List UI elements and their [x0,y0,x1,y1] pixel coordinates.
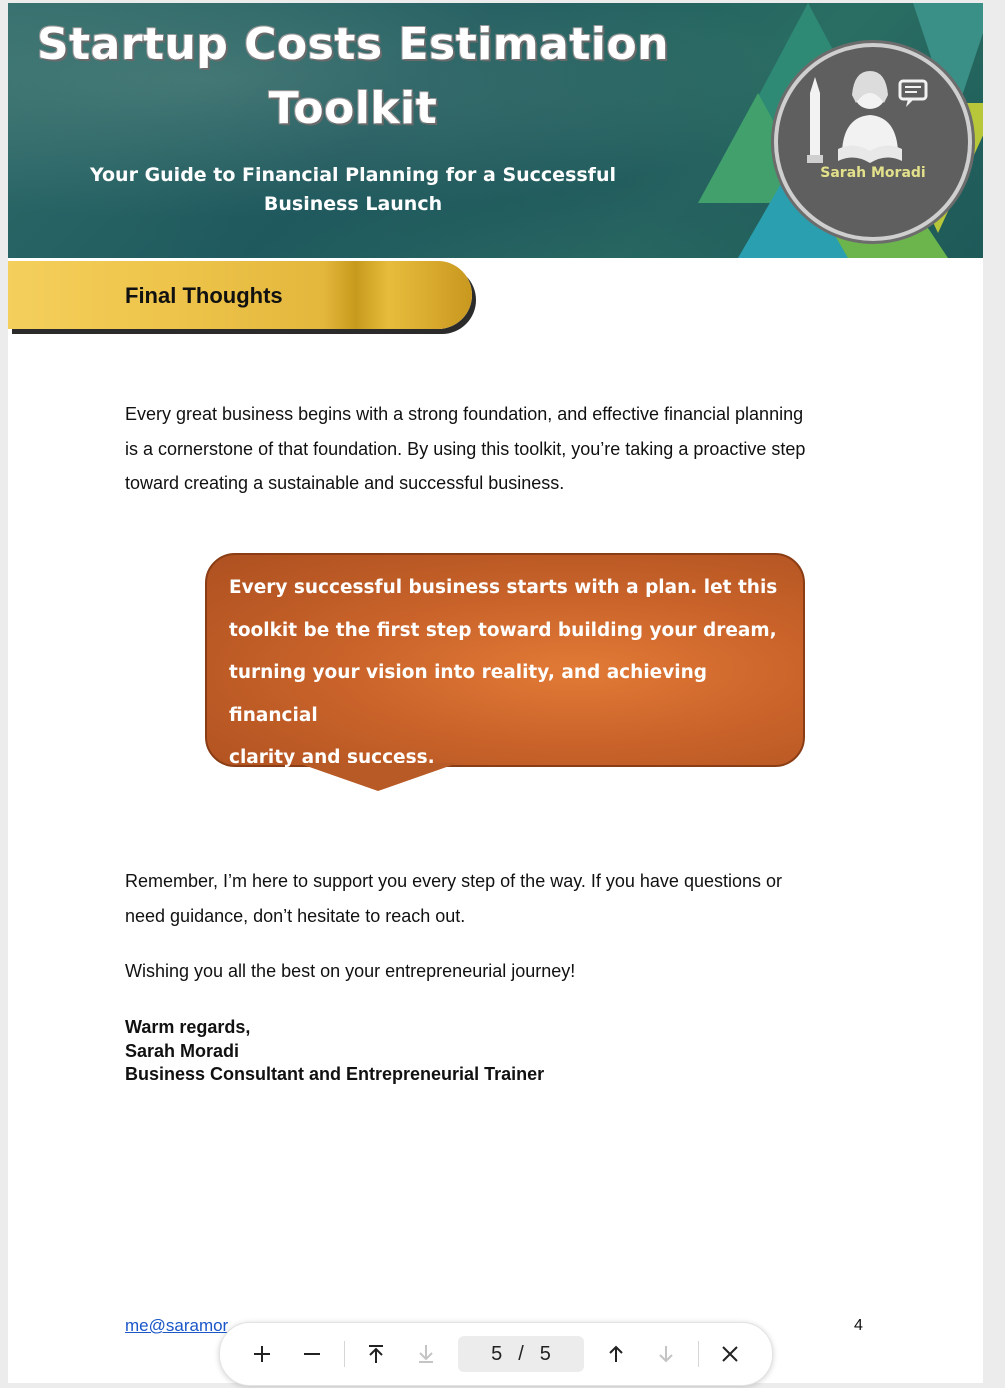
logo-name: Sarah Moradi [820,165,926,181]
zoom-in-button[interactable] [248,1340,276,1368]
close-icon [720,1344,740,1364]
text-line: Remember, I’m here to support you every step of the way. If you have questions or [125,871,782,891]
text-line: need guidance, don’t hesitate to reach out. [125,905,466,926]
banner-subtitle-line: Business Launch [263,193,443,215]
wishing-paragraph: Wishing you all the best on your entrepreneurial journey! [125,961,576,981]
signature-role: Business Consultant and Entrepreneurial Trainer [125,1064,545,1084]
footer-email-link[interactable]: me@saramor [125,1316,229,1335]
callout-tail [298,763,458,791]
plus-icon [252,1344,272,1364]
text-line: Every great business begins with a strong foundation, and effective financial planning [125,404,804,424]
text-line: clarity and success. [229,747,435,768]
current-page-input[interactable]: 5 [491,1342,503,1365]
text-line: toward creating a sustainable and successful business. [125,473,565,493]
total-pages: 5 [539,1342,551,1365]
banner-title-line: Startup Costs Estimation [36,19,670,70]
signature-name: Sarah Moradi [125,1040,240,1061]
signature-block [125,1016,544,1087]
arrow-to-top-icon [366,1344,386,1364]
pdf-viewer-toolbar [219,1322,773,1386]
page-separator: / [518,1342,524,1365]
previous-page-button[interactable] [602,1340,630,1368]
header-banner [8,3,983,258]
arrow-to-bottom-icon [416,1344,436,1364]
text-line: toolkit be the first step toward building your dream, [229,619,777,641]
teacher-icon [774,43,964,233]
toolbar-separator [698,1341,699,1367]
document-page [8,3,983,1383]
banner-subtitle [88,161,618,219]
close-toolbar-button[interactable] [716,1340,744,1368]
minus-icon [302,1344,322,1364]
remember-paragraph [125,864,870,933]
text-line: is a cornerstone of that foundation. By using this toolkit, you’re taking a proactive step [125,438,806,459]
text-line: turning your vision into reality, and achieving financial [229,662,708,726]
page-indicator [458,1336,584,1372]
next-page-button[interactable] [652,1340,680,1368]
quote-callout [205,553,805,767]
banner-subtitle-line: Your Guide to Financial Planning for a Successful [89,164,616,186]
callout-text [229,567,789,780]
footer-page-number: 4 [854,1317,863,1334]
intro-paragraph [125,397,870,501]
zoom-out-button[interactable] [298,1340,326,1368]
arrow-down-icon [656,1344,676,1364]
banner-title-line: Toolkit [268,83,438,134]
first-page-button[interactable] [362,1340,390,1368]
author-logo [774,43,972,241]
toolbar-separator [344,1341,345,1367]
arrow-up-icon [606,1344,626,1364]
banner-title [28,13,678,141]
section-tab [8,261,472,329]
signature-closing: Warm regards, [125,1017,251,1037]
text-line: Every successful business starts with a plan. let this [229,577,778,598]
last-page-button[interactable] [412,1340,440,1368]
section-title: Final Thoughts [125,283,283,308]
